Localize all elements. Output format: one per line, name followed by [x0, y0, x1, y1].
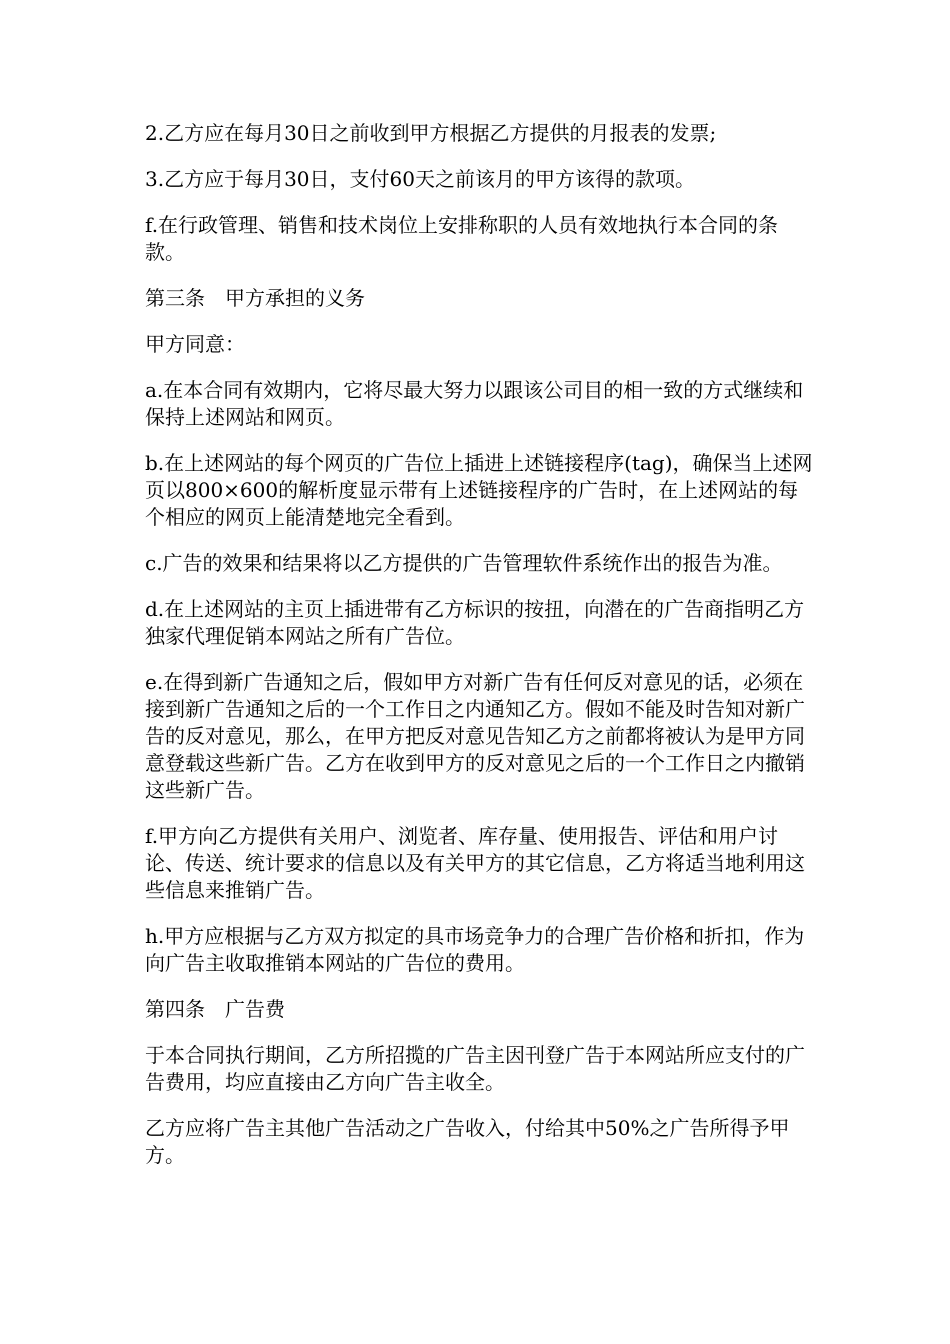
paragraph-item-3: 3.乙方应于每月30日，支付60天之前该月的甲方该得的款项。	[145, 167, 695, 191]
paragraph-item-a: a.在本合同有效期内，它将尽最大努力以跟该公司目的相一致的方式继续和保持上述网站和网页。	[145, 378, 804, 429]
paragraph-ad-fee-collection: 于本合同执行期间，乙方所招揽的广告主因刊登广告于本网站所应支付的广告费用，均应直接由乙方向广告主收全。	[145, 1043, 805, 1094]
paragraph-item-c: c.广告的效果和结果将以乙方提供的广告管理软件系统作出的报告为准。	[145, 551, 783, 575]
paragraph-ad-revenue-share: 乙方应将广告主其他广告活动之广告收入，付给其中50%之广告所得予甲方。	[145, 1116, 790, 1167]
paragraph-party-a-agrees: 甲方同意：	[145, 332, 245, 356]
paragraph-item-d: d.在上述网站的主页上插进带有乙方标识的按扭，向潜在的广告商指明乙方独家代理促销本网站之所有广告位。	[145, 597, 805, 648]
paragraph-item-h: h.甲方应根据与乙方双方拟定的具市场竞争力的合理广告价格和折扣，作为向广告主收取推销本网站的广告位的费用。	[145, 924, 805, 975]
section-heading-article-3: 第三条 甲方承担的义务	[145, 286, 365, 310]
paragraph-item-f-information: f.甲方向乙方提供有关用户、浏览者、库存量、使用报告、评估和用户讨论、传送、统计要求的信息以及有关甲方的其它信息，乙方将适当地利用这些信息来推销广告。	[145, 824, 805, 902]
paragraph-item-f-staffing: f.在行政管理、销售和技术岗位上安排称职的人员有效地执行本合同的条款。	[145, 213, 779, 264]
paragraph-item-e: e.在得到新广告通知之后，假如甲方对新广告有任何反对意见的话，必须在接到新广告通知之后的一个工作日之内通知乙方。假如不能及时告知对新广告的反对意见，那么，在甲方把反对意见告知乙方之前都将被认为是甲方同意登载这些新广告。乙方在收到甲方的反对意见之后的一个工作日之内撤销这些新广告。	[145, 670, 805, 802]
paragraph-item-b: b.在上述网站的每个网页的广告位上插进上述链接程序(tag)，确保当上述网页以800×600的解析度显示带有上述链接程序的广告时，在上述网站的每个相应的网页上能清楚地完全看到。	[145, 451, 813, 529]
paragraph-item-2: 2.乙方应在每月30日之前收到甲方根据乙方提供的月报表的发票;	[145, 121, 717, 145]
document-body	[145, 120, 815, 1188]
section-heading-article-4: 第四条 广告费	[145, 997, 285, 1021]
